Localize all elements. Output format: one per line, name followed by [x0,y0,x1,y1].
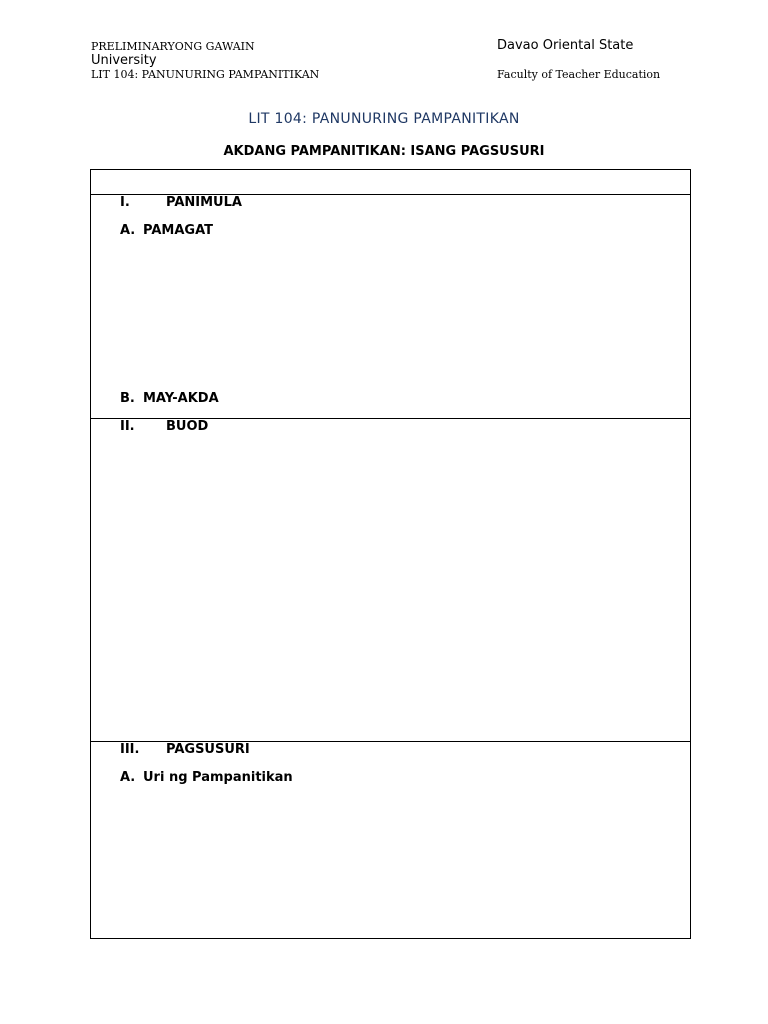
field-buod-area[interactable] [120,440,680,735]
document-subtitle: AKDANG PAMPANITIKAN: ISANG PAGSUSURI [223,144,545,159]
document-title: LIT 104: PANUNURING PAMPANITIKAN [248,111,520,127]
item-letter: A. [120,770,136,785]
section-number: I. [120,195,130,210]
header-course-label: LIT 104: PANUNURING PAMPANITIKAN [91,68,320,81]
section-title: BUOD [166,419,209,434]
section-title: PANIMULA [166,195,242,210]
field-uri-area[interactable] [120,790,680,930]
header-institution-label: Davao Oriental State [497,38,634,53]
item-letter: A. [120,223,136,238]
field-uri-label: Uri ng Pampanitikan [143,770,293,785]
field-may-akda-label: MAY-AKDA [143,391,219,406]
section-number: II. [120,419,135,434]
section-number: III. [120,742,140,757]
section-title: PAGSUSURI [166,742,250,757]
analysis-form-table [90,169,691,939]
header-faculty-label: Faculty of Teacher Education [497,68,661,81]
field-pamagat-area[interactable] [120,242,680,382]
header-university-label: University [91,53,157,68]
field-pamagat-label: PAMAGAT [143,223,213,238]
header-activity-label: PRELIMINARYONG GAWAIN [91,40,255,53]
item-letter: B. [120,391,135,406]
